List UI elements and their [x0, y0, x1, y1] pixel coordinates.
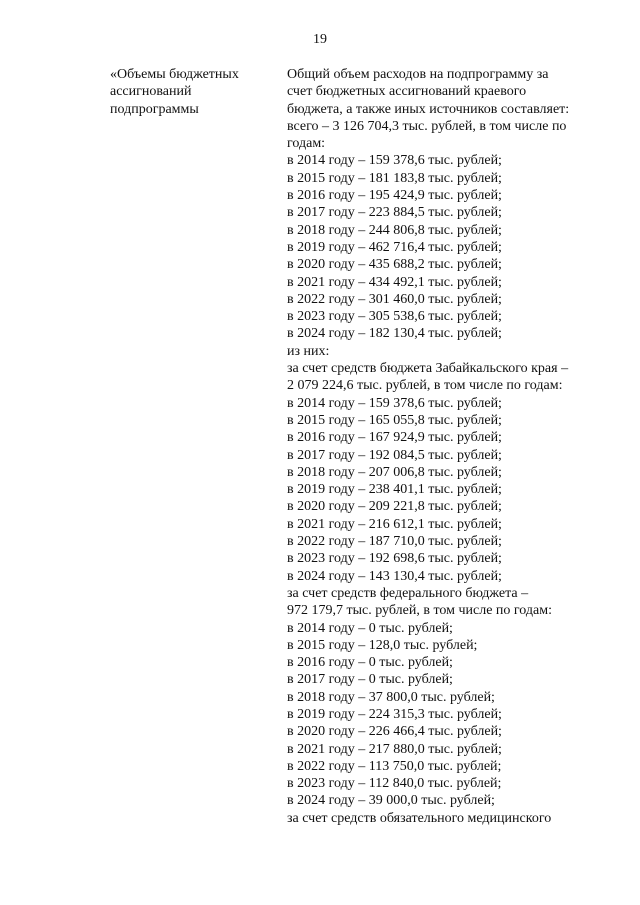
content-line: в 2020 году – 435 688,2 тыс. рублей;	[287, 257, 502, 273]
content-line: в 2024 году – 182 130,4 тыс. рублей;	[287, 326, 502, 342]
content-line: в 2014 году – 159 378,6 тыс. рублей;	[287, 153, 502, 169]
content-line: в 2023 году – 112 840,0 тыс. рублей;	[287, 776, 502, 792]
content-line: в 2019 году – 238 401,1 тыс. рублей;	[287, 482, 502, 498]
content-line: за счет средств обязательного медицинского	[287, 810, 552, 826]
content-line: в 2017 году – 0 тыс. рублей;	[287, 672, 453, 688]
content-line: в 2022 году – 187 710,0 тыс. рублей;	[287, 534, 502, 550]
content-line: в 2022 году – 113 750,0 тыс. рублей;	[287, 758, 502, 774]
row-label-line: «Объемы бюджетных	[110, 67, 239, 82]
content-line: в 2024 году – 143 130,4 тыс. рублей;	[287, 568, 502, 584]
content-line: в 2019 году – 224 315,3 тыс. рублей;	[287, 706, 502, 722]
content-line: счет бюджетных ассигнований краевого	[287, 84, 527, 100]
content-line: в 2021 году – 434 492,1 тыс. рублей;	[287, 274, 502, 290]
content-line: 2 079 224,6 тыс. рублей, в том числе по годам:	[287, 378, 563, 394]
content-line: за счет средств федерального бюджета –	[287, 585, 529, 601]
content-line: из них:	[287, 343, 330, 359]
content-line: в 2019 году – 462 716,4 тыс. рублей;	[287, 239, 502, 255]
content-line: в 2016 году – 167 924,9 тыс. рублей;	[287, 430, 502, 446]
row-content	[287, 66, 612, 827]
row-label	[110, 66, 275, 118]
content-line: в 2022 году – 301 460,0 тыс. рублей;	[287, 291, 502, 307]
content-line: в 2020 году – 226 466,4 тыс. рублей;	[287, 724, 502, 740]
content-line: в 2017 году – 223 884,5 тыс. рублей;	[287, 205, 502, 221]
page-number: 19	[313, 32, 327, 47]
content-line: в 2015 году – 128,0 тыс. рублей;	[287, 637, 478, 653]
content-line: в 2021 году – 217 880,0 тыс. рублей;	[287, 741, 502, 757]
content-line: в 2016 году – 0 тыс. рублей;	[287, 655, 453, 671]
content-line: в 2014 году – 0 тыс. рублей;	[287, 620, 453, 636]
content-line: бюджета, а также иных источников составляет:	[287, 101, 570, 117]
content-line: в 2018 году – 244 806,8 тыс. рублей;	[287, 222, 502, 238]
content-line: в 2017 году – 192 084,5 тыс. рублей;	[287, 447, 502, 463]
content-line: в 2015 году – 165 055,8 тыс. рублей;	[287, 412, 502, 428]
content-line: в 2015 году – 181 183,8 тыс. рублей;	[287, 170, 502, 186]
content-line: в 2018 году – 207 006,8 тыс. рублей;	[287, 464, 502, 480]
content-line: в 2024 году – 39 000,0 тыс. рублей;	[287, 793, 495, 809]
row-label-line: подпрограммы	[110, 101, 199, 117]
content-line: в 2023 году – 192 698,6 тыс. рублей;	[287, 551, 502, 567]
content-line: в 2014 году – 159 378,6 тыс. рублей;	[287, 395, 502, 411]
content-line: всего – 3 126 704,3 тыс. рублей, в том числе по	[287, 118, 567, 134]
content-line: в 2016 году – 195 424,9 тыс. рублей;	[287, 188, 502, 204]
content-line: в 2021 году – 216 612,1 тыс. рублей;	[287, 516, 502, 532]
row-label-line: ассигнований	[110, 84, 192, 100]
content-line: за счет средств бюджета Забайкальского края –	[287, 361, 569, 377]
content-line: годам:	[287, 136, 326, 152]
content-line: в 2018 году – 37 800,0 тыс. рублей;	[287, 689, 495, 705]
content-line: в 2023 году – 305 538,6 тыс. рублей;	[287, 309, 502, 325]
content-line: 972 179,7 тыс. рублей, в том числе по годам:	[287, 603, 552, 619]
content-line: Общий объем расходов на подпрограмму за	[287, 67, 549, 82]
content-line: в 2020 году – 209 221,8 тыс. рублей;	[287, 499, 502, 515]
